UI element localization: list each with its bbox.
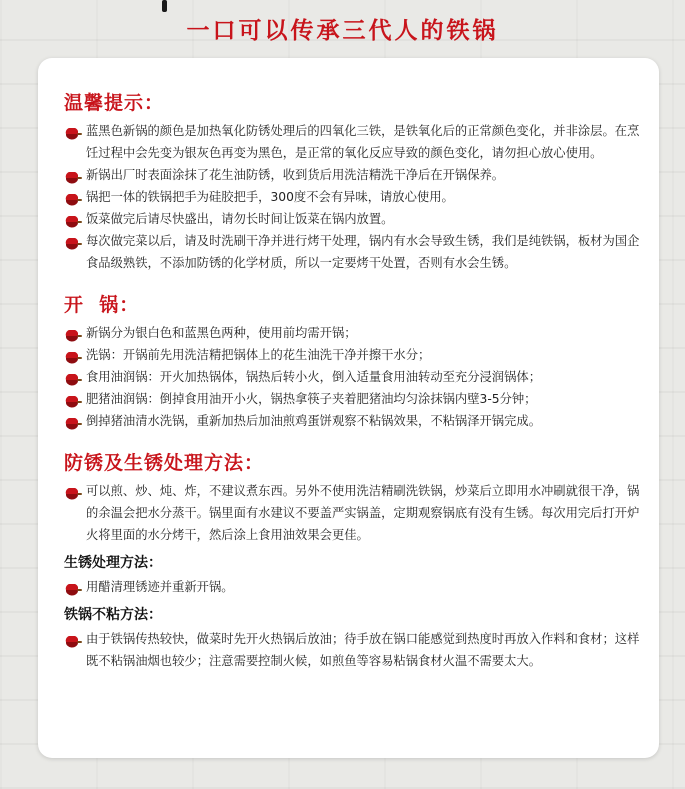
list-item: 用醋清理锈迹并重新开锅。	[64, 576, 642, 598]
rust-title: 防锈及生锈处理方法：	[64, 452, 265, 474]
ping-pong-paddle-icon	[64, 327, 82, 339]
ping-pong-paddle-icon	[64, 235, 82, 247]
list-item: 倒掉猪油清水洗锅，重新加热后加油煎鸡蛋饼观察不粘锅效果，不粘锅泽开锅完成。	[64, 410, 642, 432]
list-item: 锅把一体的铁锅把手为硅胶把手，300度不会有异味，请放心使用。	[64, 186, 642, 208]
ping-pong-paddle-icon	[64, 191, 82, 203]
page-title: 一口可以传承三代人的铁锅	[186, 18, 499, 44]
ping-pong-paddle-icon	[64, 349, 82, 361]
list-item: 蓝黑色新锅的颜色是加热氧化防锈处理后的四氧化三铁，是铁氧化后的正常颜色变化，并非涂层。在烹饪过程中会先变为银灰色再变为黑色，是正常的氧化反应导致的颜色变化，请勿担心放心使用。	[64, 120, 642, 164]
tips-section	[64, 88, 642, 274]
list-item: 饭菜做完后请尽快盛出，请勿长时间让饭菜在锅内放置。	[64, 208, 642, 230]
ping-pong-paddle-icon	[64, 213, 82, 225]
ping-pong-paddle-icon	[64, 393, 82, 405]
seasoning-section	[64, 290, 642, 432]
list-item: 新锅出厂时表面涂抹了花生油防锈，收到货后用洗洁精洗干净后在开锅保养。	[64, 164, 642, 186]
ping-pong-paddle-icon	[64, 633, 82, 645]
list-item: 新锅分为银白色和蓝黑色两种，使用前均需开锅；	[64, 322, 642, 344]
list-item: 食用油润锅：开火加热锅体，锅热后转小火，倒入适量食用油转动至充分浸润锅体；	[64, 366, 642, 388]
ping-pong-paddle-icon	[64, 169, 82, 181]
ping-pong-paddle-icon	[64, 371, 82, 383]
ping-pong-paddle-icon	[64, 581, 82, 593]
list-item: 每次做完菜以后，请及时洗刷干净并进行烤干处理，锅内有水会导致生锈，我们是纯铁锅，板材为国企食品级熟铁，不添加防锈的化学材质，所以一定要烤干处置，否则有水会生锈。	[64, 230, 642, 274]
ping-pong-paddle-icon	[64, 125, 82, 137]
rust-section	[64, 448, 642, 672]
top-dot-decoration	[162, 0, 167, 12]
seasoning-title: 开 锅：	[64, 294, 140, 316]
rust-treatment-title: 生锈处理方法：	[64, 555, 162, 571]
list-item: 肥猪油润锅：倒掉食用油开小火，锅热拿筷子夹着肥猪油均匀涂抹锅内壁3-5分钟；	[64, 388, 642, 410]
nonstick-title: 铁锅不粘方法：	[64, 607, 162, 623]
ping-pong-paddle-icon	[64, 415, 82, 427]
tips-title: 温馨提示：	[64, 92, 165, 114]
list-item: 可以煎、炒、炖、炸，不建议煮东西。另外不使用洗洁精刷洗铁锅，炒菜后立即用水冲刷就很干净，锅的余温会把水分蒸干。锅里面有水建议不要盖严实锅盖，定期观察锅底有没有生锈。每次用完后打开炉火将里面的水分烤干，然后涂上食用油效果会更佳。	[64, 480, 642, 546]
card-content	[64, 88, 642, 688]
ping-pong-paddle-icon	[64, 485, 82, 497]
list-item: 由于铁锅传热较快，做菜时先开火热锅后放油；待手放在锅口能感觉到热度时再放入作料和食材；这样既不粘锅油烟也较少；注意需要控制火候，如煎鱼等容易粘锅食材火温不需要太大。	[64, 628, 642, 672]
list-item: 洗锅：开锅前先用洗洁精把锅体上的花生油洗干净并擦干水分；	[64, 344, 642, 366]
info-card	[38, 58, 659, 758]
